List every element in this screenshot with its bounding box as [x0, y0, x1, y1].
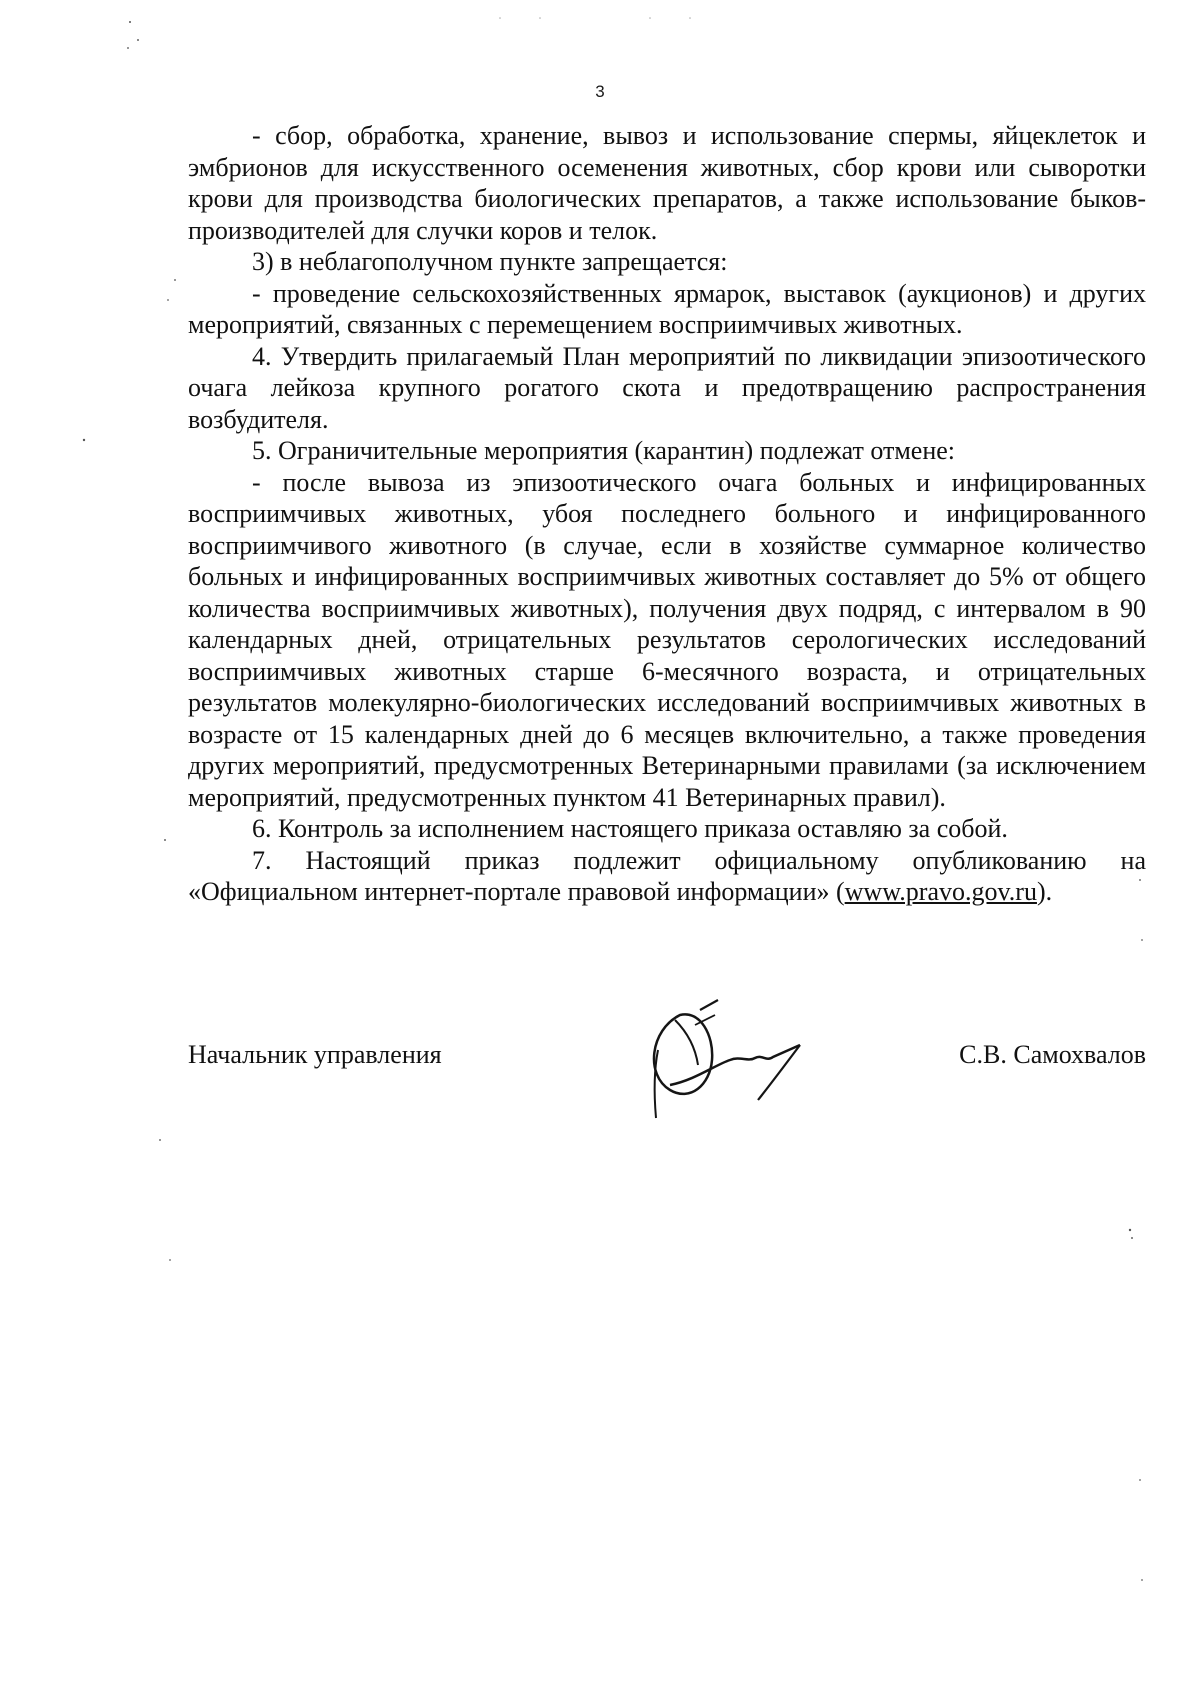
publication-url-link[interactable]: www.pravo.gov.ru	[844, 877, 1037, 906]
signatory-name: С.В. Самохвалов	[959, 1040, 1146, 1069]
paragraph-control: 6. Контроль за исполнением настоящего приказа оставляю за собой.	[252, 814, 1008, 843]
publication-text-end: ).	[1036, 877, 1053, 906]
page-number: 3	[595, 82, 605, 101]
paragraph-prohibited-heading: 3) в неблагополучном пункте запрещается:	[252, 247, 728, 276]
signature-block	[188, 1040, 1146, 1080]
paragraph-quarantine-lift-heading: 5. Ограничительные мероприятия (карантин) подлежат отмене:	[252, 436, 956, 465]
signatory-position: Начальник управления	[188, 1040, 442, 1069]
paragraph-semen-collection: - сбор, обработка, хранение, вывоз и использование спермы, яйцеклеток и эмбрионов для искусственного осеменения животных, сбор крови или сыворотки крови для производства биологических препаратов, а также использование быков-производителей для случки коров и телок.	[188, 121, 1146, 245]
publication-text: 7. Настоящий приказ подлежит официальному опубликованию на «Официальном интернет-портале правовой информации» (	[188, 845, 1146, 906]
paragraph-approve-plan: 4. Утвердить прилагаемый План мероприятий по ликвидации эпизоотического очага лейкоза крупного рогатого скота и предотвращению распространения возбудителя.	[188, 341, 1146, 434]
paragraph-quarantine-conditions: - после вывоза из эпизоотического очага больных и инфицированных восприимчивых животных, убоя последнего больного и инфицированного восприимчивого животного (в случае, если в хозяйстве суммарное количество больных и инфицированных восприимчивых животных составляет до 5% от общего количества восприимчивых животных), получения двух подряд, с интервалом в 90 календарных дней, отрицательных результатов серологических исследований восприимчивых животных старше 6-месячного возраста, и отрицательных результатов молекулярно-биологических исследований восприимчивых животных в возрасте от 15 календарных дней до 6 месяцев включительно, а также проведения других мероприятий, предусмотренных Ветеринарными правилами (за исключением мероприятий, предусмотренных пунктом 41 Ветеринарных правил).	[188, 467, 1146, 812]
paragraph-publication	[188, 845, 1146, 908]
paragraph-fairs-prohibited: - проведение сельскохозяйственных ярмарок, выставок (аукционов) и других мероприятий, связанных с перемещением восприимчивых животных.	[188, 278, 1146, 339]
document-body	[188, 120, 1146, 908]
